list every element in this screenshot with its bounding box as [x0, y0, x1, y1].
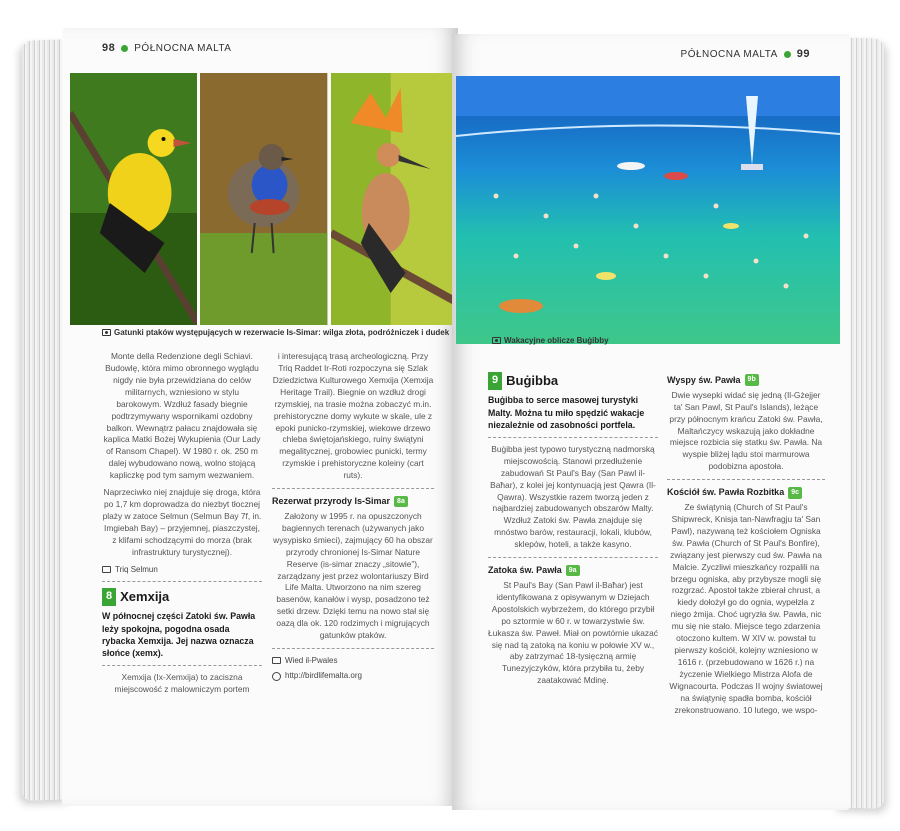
page-number: 98 [102, 42, 116, 54]
map-ref-tag: 9a [566, 565, 580, 577]
paragraph: Buġibba jest typowo turystyczną nadmorską miejscowością. Stanowi przedłużenie zabudowań St Paul's Bay (San Pawl il-Baħar), z kolei jej kontynuacją jest Qawra (Il-Qawra). Wszystkie razem tworzą jeden z najbardziej zabudowanych obszarów Malty. Wzdłuż Zatoki św. Pawła znajduje się mnóstwo barów, restauracji, lokali, klubów, sklepów, hoteli, a także kasyno. [490, 443, 656, 550]
left-column-1 [102, 351, 262, 701]
map-icon [102, 566, 111, 573]
running-head-left [102, 42, 231, 54]
map-ref-tag: 9b [745, 374, 759, 386]
divider [488, 557, 658, 558]
map-ref-tag: 8a [394, 496, 408, 508]
address-line: Triq Selmun [102, 564, 262, 575]
section-number: 9 [488, 372, 502, 390]
section-number: 8 [102, 588, 116, 606]
green-dot-icon [121, 45, 128, 52]
page-number: 99 [796, 48, 810, 60]
paragraph: Monte della Redenzione degli Schiavi. Budowlę, która mimo obronnego wyglądu nigdy nie była przewidziana do celów militarnych, wzniesiono w stylu barokowym. Wzdłuż fasady biegnie podtrzymywany wspornikami ozdobny balkon. Wewnątrz pałacu znajdowała się kaplica Matki Bożej Wykupienia (Our Lady of Ransom Chapel). W 1980 r. ok. 250 m dalej wybudowano nową, wolno stojącą kapliczkę pod tym samym wezwaniem. [103, 351, 261, 481]
bird-photos [70, 73, 458, 325]
right-column-1 [488, 370, 658, 692]
bugibba-beach-photo [456, 76, 840, 344]
subheading-zatoka: Zatoka św. Pawła 9a [488, 564, 658, 577]
divider [102, 581, 262, 582]
paragraph: Założony w 1995 r. na opuszczonych bagiennych terenach (używanych jako wysypisko śmieci), zajmujący 60 ha obszar przyrody chronionej Is-Simar Nature Reserve (is-simar znaczy „sitowie”), zarządzany jest przez wolontariuszy Bird Life Malta. Utworzono na nim szereg basenów, kanałów i wysp, posadzono też setki drzew. Dzięki temu na nowo stał się oazą dla ok. 120 rodzimych i migrujących gatunków ptaków. [273, 510, 433, 641]
camera-icon [102, 329, 111, 336]
running-head-right [681, 48, 810, 60]
lead-text: W północnej części Zatoki św. Pawła leży spokojna, pogodna osada rybacka Xemxija. Jej nazwa oznacza słońce (xemx). [102, 611, 256, 658]
paragraph: Naprzeciwko niej znajduje się droga, która po 1,7 km doprowadza do niezbyt tłocznej plaży w zatoce Selmun (Selmun Bay 7f, in. Imgiebah Bay) – przyjemnej, piaszczystej, z klifami schodzącymi do morza (brak infrastruktury turystycznej). [102, 487, 262, 557]
address-line: Wied il-Pwales [272, 655, 434, 666]
subheading-wyspy: Wyspy św. Pawła 9b [667, 374, 825, 387]
right-column-2 [667, 370, 825, 722]
section-label: PÓŁNOCNA MALTA [680, 48, 778, 60]
section-heading-bugibba: 9 Buġibba [488, 372, 658, 390]
left-page [62, 28, 458, 806]
paragraph: i interesującą trasą archeologiczną. Przy Triq Raddet Ir-Roti rozpoczyna się Szlak Dziedzictwa Kulturowego Xemxija (Xemxija Heritage Trail). Biegnie on wzdłuż drogi rzymskiej, na trasie można zobaczyć m.in. prehistoryczne domy wykute w skale, ule z epoki punicko-rzymskiej, wiekowe drzewo chleba świętojańskiego, ruiny świątyni megalitycznej, grobowiec punicki, termy rzymskie i prehistoryczne koleiny (cart ruts). [272, 351, 434, 481]
subheading-is-simar: Rezerwat przyrody Is-Simar 8a [272, 495, 434, 508]
divider [272, 648, 434, 649]
map-ref-tag: 9c [788, 487, 802, 499]
paragraph: Dwie wysepki widać się jedną (Il-Gżejjer ta' San Pawl, St Paul's Islands), leżące przy północnym krańcu Zatoki św. Pawła, Maltańczycy wskazują jako dokładne miejsce rozbicia się statku św. Pawła. Na wyspie bliżej lądu stoi marmurowa podobizna apostoła. [669, 389, 823, 472]
golden-oriole-photo [70, 73, 197, 325]
bluethroat-photo [200, 73, 327, 325]
map-icon [272, 657, 281, 664]
divider [667, 479, 825, 480]
divider [488, 437, 658, 438]
section-heading-xemxija: 8 Xemxija [102, 588, 262, 606]
divider [272, 488, 434, 489]
camera-icon [492, 337, 501, 344]
left-column-2 [272, 351, 434, 686]
lead-text: Buġibba to serce masowej turystyki Malty. Można tu miło spędzić wakacje niezależnie od zasobności portfela. [488, 395, 645, 430]
subheading-kosciol: Kościół św. Pawła Rozbitka 9c [667, 486, 825, 499]
paragraph: St Paul's Bay (San Pawl il-Baħar) jest identyfikowana z opisywanym w Dziejach Apostolskich wybrzeżem, do którego przybił po sztormie w 60 r. w towarzystwie św. Łukasza św. Paweł. Miał on powtórnie ukazać się nad tą zatoką na koniu w połowie XV w., aby zatrzymać 18-tysięczną armię Tunezyjczyków, która przybiła tu, żeby zaatakować Mdinę. [488, 579, 658, 686]
hoopoe-photo [331, 73, 458, 325]
photo-caption-right: Wakacyjne oblicze Buġibby [492, 336, 609, 345]
paragraph: Ze świątynią (Church of St Paul's Shipwreck, Knisja tan-Nawfragju ta' San Pawl), nazywaną też kościołem Ogniska św. Pawła (Church of St Paul's Bonfire), związany jest pierwszy cud św. Pawła na Malcie. Zyczliwi mieszkańcy rozpalili na brzegu ogniska, aby przybysze mogli się rozgrzać. Apostoł także zbierał chrust, a kiedy dołożył go do ognia, wypełzła z niego żmija. Choć ugryzła św. Pawła, nic mu się nie stało. Miejsce tego zdarzenia otoczono kultem. W XIV w. powstał tu pierwszy kościół, kolejny wzniesiono w 1616 r. (przebudowano w 1626 r.) na życzenie Wielkiego Mistrza Alofa de Wignacourta. Podczas II wojny światowej na świątynię spadła bomba, kościół zrekonstruowano. 10 lutego, we wspo- [669, 501, 823, 715]
website-line[interactable]: http://birdlifemalta.org [272, 670, 434, 681]
paragraph: Xemxija (Ix-Xemxija) to zaciszna miejscowość z malowniczym portem [114, 671, 250, 694]
divider [102, 665, 262, 666]
globe-icon [272, 672, 281, 681]
section-label: PÓŁNOCNA MALTA [134, 42, 232, 54]
right-page [452, 34, 850, 810]
green-dot-icon [784, 51, 791, 58]
photo-caption-left: Gatunki ptaków występujących w rezerwacie Is-Simar: wilga złota, podróżniczek i dudek [102, 328, 449, 337]
